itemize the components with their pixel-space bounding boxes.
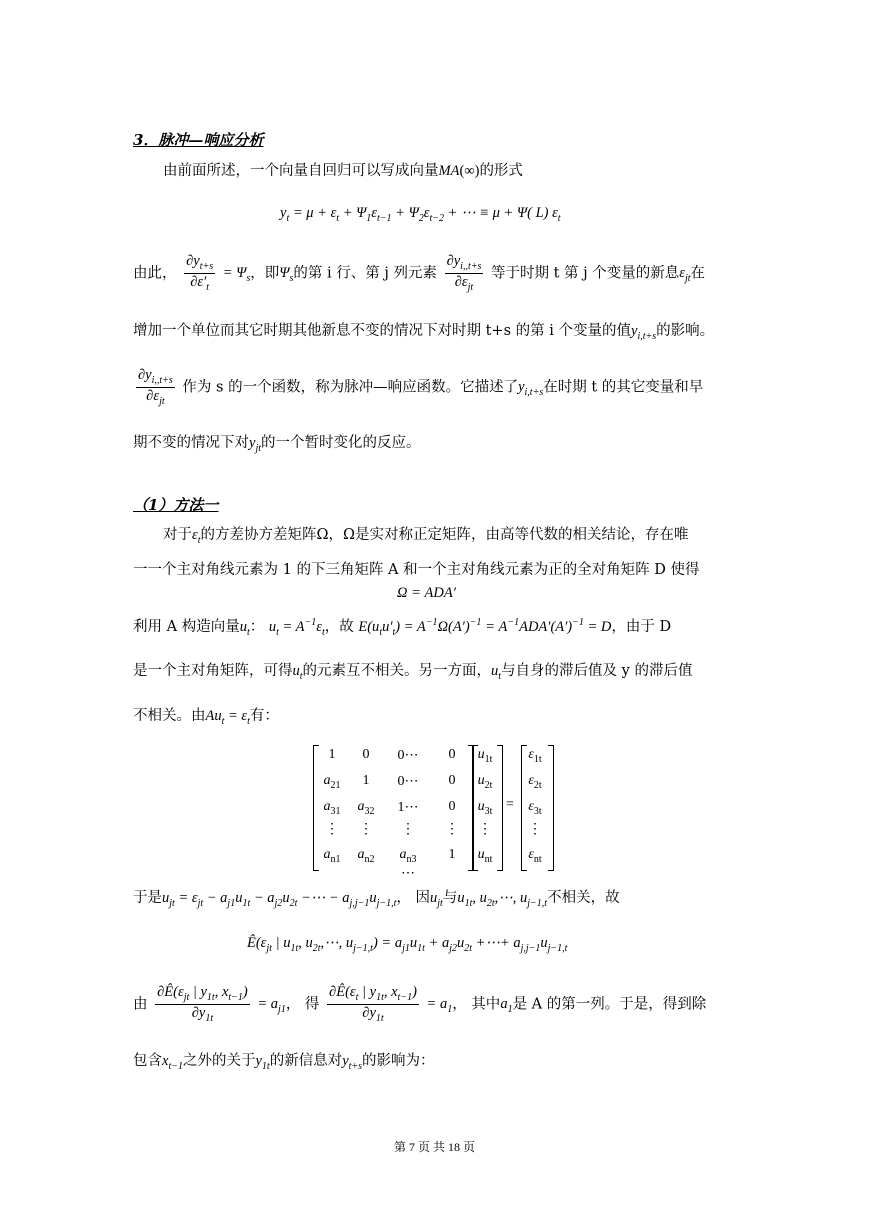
paragraph-derivative: 由此， $\frac{\partial y_{t+s}}{\partial\varepsilon'_t}$ = $\Psi_s$，即$\Psi_s$的第 i 行、第 j 列元素 $\frac{\partial y_{i,,t+s}}{\partial\varepsilon_{jt}}$ 等于时期 t 第 j 个变量的新息$\varepsilon_{jt}$在: [133, 253, 706, 293]
matrix-equation: 1 0 0⋯ 0 $a_{21}$ 1 0⋯ 0 $a_{31}$ $a_{32}$ 1⋯ 0 ⋮ ⋮ ⋮ ⋮ $a_{n1}$ $a_{n2}$ $a_{n3}$ ⋯ 1 $u_{1t}$ $u_{2t}$ $u_{3t}$ ⋮ $u_{nt}$ = $\varepsilon_{1t}$ $\varepsilon_{2t}$ $\varepsilon_{3t}$ ⋮ $\varepsilon_{nt}$: [313, 745, 558, 871]
method-heading: （1）方法一: [133, 496, 219, 514]
ma-infinity: MA: [438, 163, 460, 179]
paragraph-derivative-a: 由 $\frac{\partial Ê(\varepsilon_{jt} | y_{1t}, x_{t-1})}{\partial y_{1t}}$ = $a_{j1}$， 得 $\frac{\partial Ê(\varepsilon_t | y_{1t}, x_{t-1})}{\partial y_{1t}}$ = $a_1$， 其中$a_1$是 A 的第一列。于是，得到除: [133, 984, 707, 1024]
paragraph-ujt: 于是$u_{jt} = \varepsilon_{jt} - a_{j1}u_{1t} - a_{j2}u_{2t}$ −⋯ − $a_{j,j-1}u_{j-1,t}$， 因$u_{jt}$与$u_{1t}$, $u_{2t},\cdots$, $u_{j-1,t}$不相关，故: [133, 890, 620, 909]
paragraph-ma-intro: 由前面所述，一个向量自回归可以写成向量MA(∞)的形式: [163, 163, 523, 179]
equation-expectation: $Ê(\varepsilon_{jt}$ | $u_{1t}$, $u_{2t},\cdots$, $u_{j-1,t}) = a_{j1}u_{1t} + a_{j2}u_{2t}$ +⋯+ $a_{j,j-1}u_{j-1,t}$: [247, 935, 568, 954]
equation-ma-form: $y_t = \mu + \varepsilon_t + \Psi_1\varepsilon_{t-1} + \Psi_2\varepsilon_{t-2}$ + ⋯ ≡ μ + Ψ( L) $\varepsilon_t$: [280, 205, 561, 224]
paragraph-construct-u: 利用 A 构造向量$u_t$： $u_t = A^{-1}\varepsilon_t$，故 $E(u_tu'_t) = A^{-1}\Omega(A')^{-1} = A^{-1}ADA'(A')^{-1} = D$，由于 D: [133, 617, 672, 638]
paragraph-reaction: 期不变的情况下对$y_{jt}$的一个暂时变化的反应。: [133, 435, 421, 454]
section-heading: 3．脉冲—响应分析: [133, 131, 264, 149]
paragraph-decomposition: 一一个主对角线元素为 1 的下三角矩阵 A 和一个主对角线元素为正的全对角矩阵 D 使得: [133, 562, 700, 578]
fraction-expect-t: $\frac{\partial Ê(\varepsilon_t | y_{1t}, x_{t-1})}{\partial y_{1t}}$: [329, 984, 417, 1024]
paragraph-au: 不相关。由$Au_t = \varepsilon_t$有：: [133, 708, 279, 727]
fraction-dy-de: $\frac{\partial y_{t+s}}{\partial\varepsilon'_t}$: [186, 253, 214, 293]
page-footer: 第 7 页 共 18 页: [393, 1140, 475, 1154]
fraction-irf: $\frac{\partial y_{i,,t+s}}{\partial\varepsilon_{jt}}$: [138, 367, 173, 407]
paragraph-irf: $\frac{\partial y_{i,,t+s}}{\partial\varepsilon_{jt}}$ 作为 s 的一个函数，称为脉冲—响应函数。它描述了$y_{i,t+s}$在时期 t 的其它变量和早: [138, 367, 704, 407]
paragraph-effect: 增加一个单位而其它时期其他新息不变的情况下对时期 t+s 的第 i 个变量的值$y_{i,t+s}$的影响。: [133, 323, 715, 342]
fraction-dyi-dej: $\frac{\partial y_{i,,t+s}}{\partial\varepsilon_{jt}}$: [446, 253, 482, 293]
fraction-expect-jt: $\frac{\partial Ê(\varepsilon_{jt} | y_{1t}, x_{t-1})}{\partial y_{1t}}$: [157, 984, 248, 1024]
paragraph-new-info: 包含$x_{t-1}$之外的关于$y_{1t}$的新信息对$y_{t+s}$的影响为：: [133, 1053, 435, 1072]
equation-ada: Ω = ADA′: [397, 585, 456, 601]
paragraph-covariance: 对于$\varepsilon_t$的方差协方差矩阵Ω，Ω是实对称正定矩阵，由高等代数的相关结论，存在唯: [163, 527, 689, 546]
paragraph-uncorrelated: 是一个主对角矩阵，可得$u_t$的元素互不相关。另一方面，$u_t$与自身的滞后值及 y 的滞后值: [133, 663, 693, 682]
